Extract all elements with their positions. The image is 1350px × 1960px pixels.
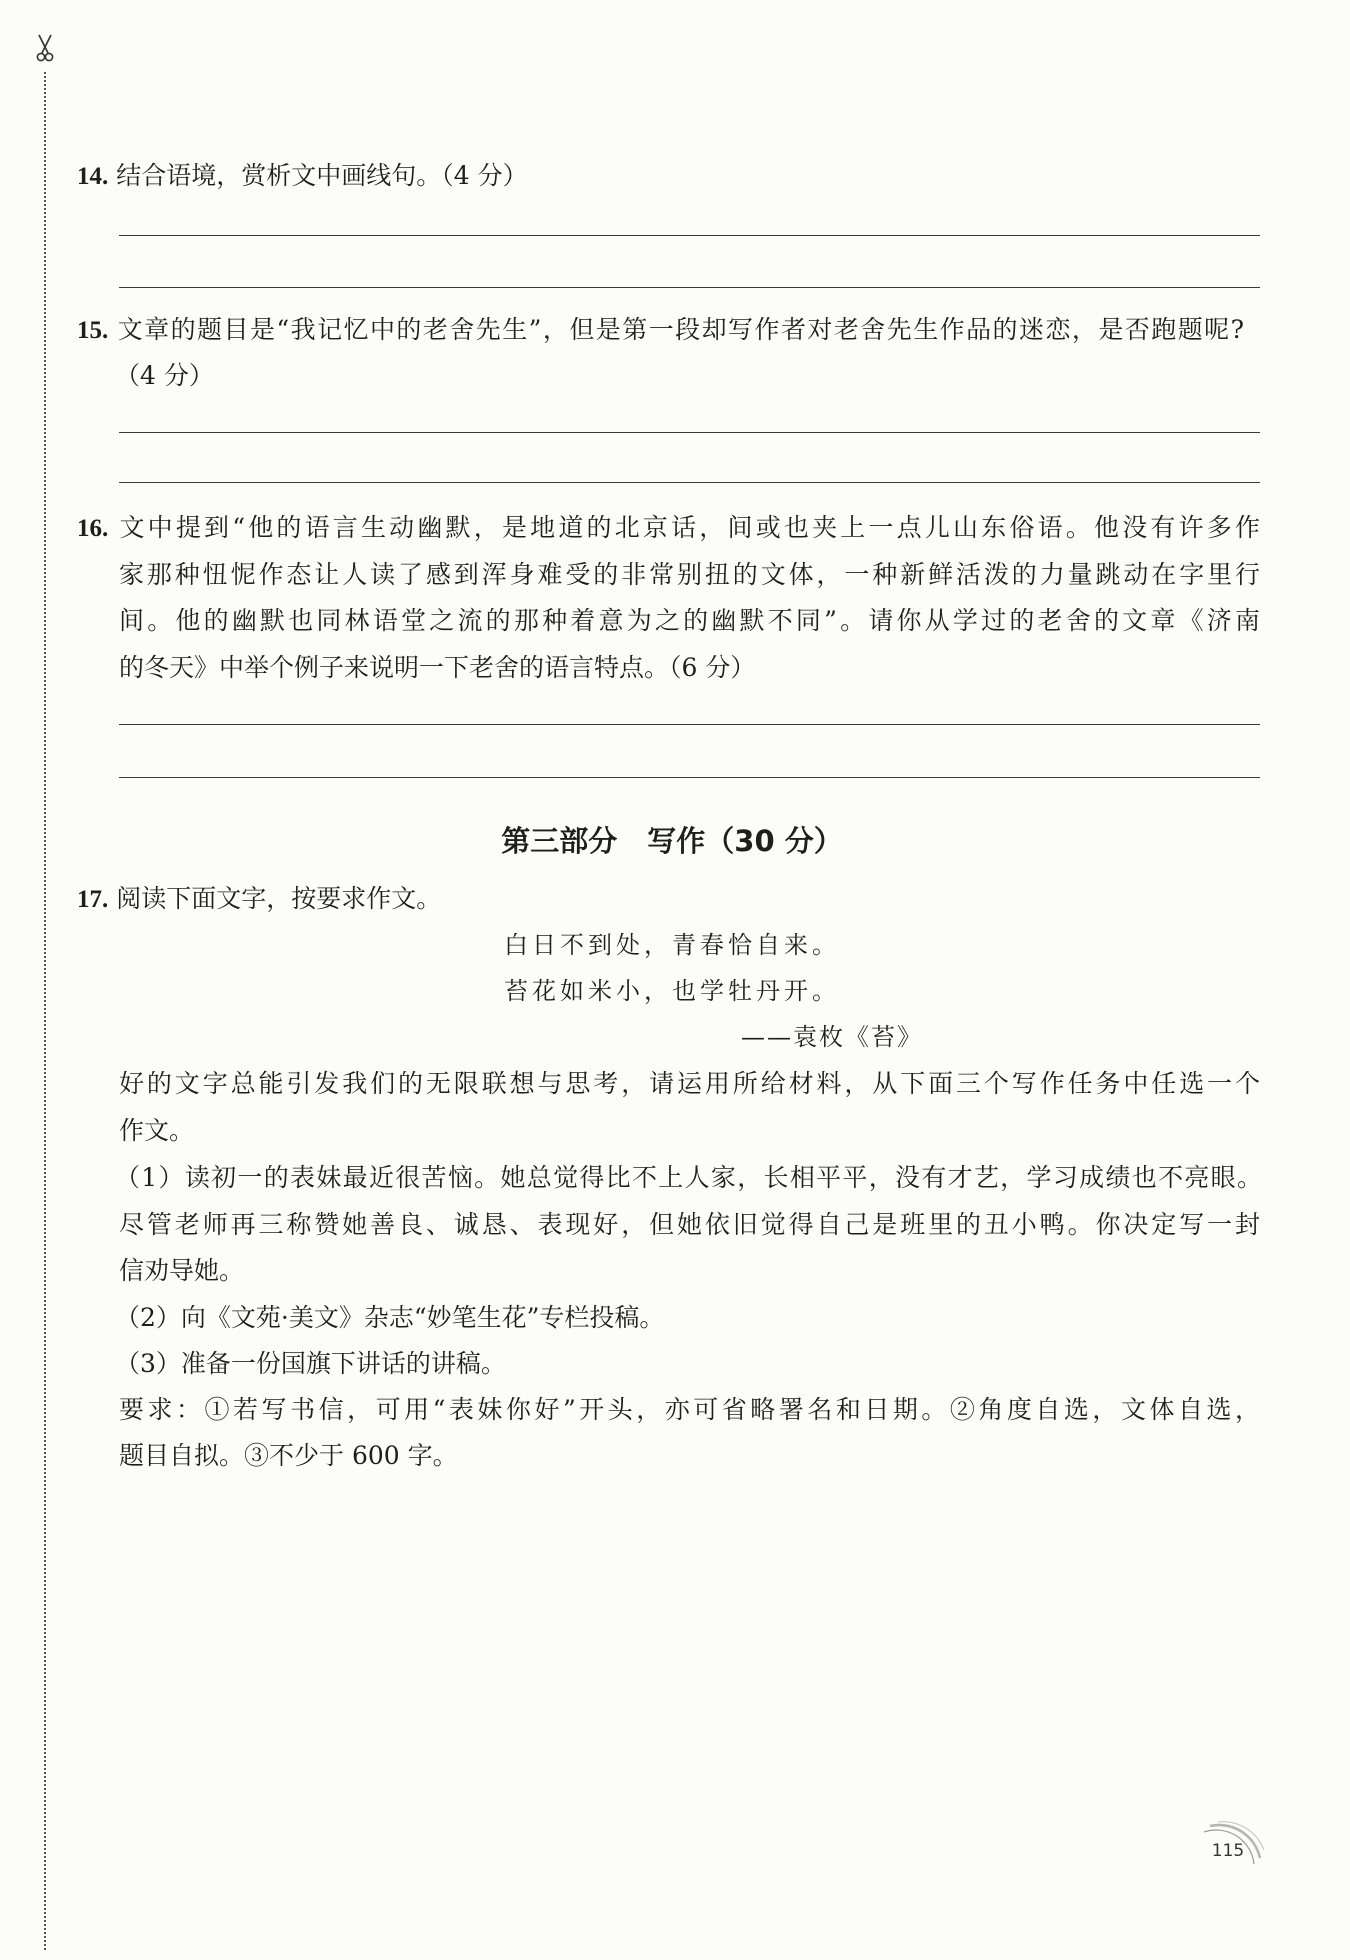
question-text: 文章的题目是“我记忆中的老舍先生”，但是第一段却写作者对老舍先生作品的迷恋，是否跑题呢? — [116, 315, 1244, 344]
question-17 — [77, 881, 441, 917]
task-2-line: （2）向《文苑·美文》杂志“妙笔生花”专栏投稿。 — [115, 1303, 665, 1332]
task-1-line: （1）读初一的表妹最近很苦恼。她总觉得比不上人家，长相平平，没有才艺，学习成绩也不亮眼。 — [115, 1163, 1262, 1192]
section-heading — [372, 821, 972, 861]
answer-line — [119, 777, 1260, 778]
question-number: 17. — [77, 886, 109, 913]
question-number: 14. — [77, 163, 109, 190]
section-part: 第三部分 — [501, 824, 618, 858]
question-text-line: 的冬天》中举个例子来说明一下老舍的语言特点。（6 分） — [119, 653, 756, 682]
answer-line — [119, 482, 1260, 483]
question-text: 阅读下面文字，按要求作文。 — [116, 884, 442, 913]
poem-line: 白日不到处，青春恰自来。 — [504, 931, 840, 959]
question-number: 16. — [77, 515, 109, 542]
requirements-line: 要求：①若写书信，可用“表妹你好”开头，亦可省略署名和日期。②角度自选，文体自选， — [119, 1395, 1260, 1424]
question-16 — [77, 510, 1260, 546]
question-score: （4 分） — [115, 361, 214, 390]
poem-line: 苔花如米小，也学牡丹开。 — [504, 977, 840, 1005]
scissors-icon — [32, 34, 58, 64]
task-1-line: 信劝导她。 — [119, 1256, 245, 1285]
answer-line — [119, 287, 1260, 288]
poem-attribution: ——袁枚《苔》 — [741, 1023, 923, 1051]
cut-line — [44, 72, 46, 1950]
question-14 — [77, 158, 528, 194]
answer-line — [119, 235, 1260, 236]
task-1-line: 尽管老师再三称赞她善良、诚恳、表现好，但她依旧觉得自己是班里的丑小鸭。你决定写一封 — [119, 1210, 1260, 1239]
question-text: 结合语境，赏析文中画线句。（4 分） — [116, 161, 528, 190]
task-3-line: （3）准备一份国旗下讲话的讲稿。 — [115, 1349, 506, 1378]
essay-intro-line: 好的文字总能引发我们的无限联想与思考，请运用所给材料，从下面三个写作任务中任选一个 — [119, 1069, 1260, 1098]
question-number: 15. — [77, 317, 109, 344]
question-text: 文中提到“他的语言生动幽默，是地道的北京话，间或也夹上一点儿山东俗语。他没有许多作 — [116, 513, 1260, 542]
question-text-line: 间。他的幽默也同林语堂之流的那种着意为之的幽默不同”。请你从学过的老舍的文章《济南 — [119, 606, 1260, 635]
question-15 — [77, 312, 1244, 348]
section-title: 写作（30 分） — [647, 824, 843, 858]
answer-line — [119, 432, 1260, 433]
requirements-line: 题目自拟。③不少于 600 字。 — [119, 1441, 458, 1470]
answer-line — [119, 724, 1260, 725]
page-number: 115 — [1211, 1841, 1245, 1861]
question-text-line: 家那种忸怩作态让人读了感到浑身难受的非常别扭的文体，一种新鲜活泼的力量跳动在字里行 — [119, 560, 1260, 589]
essay-intro-line: 作文。 — [119, 1116, 195, 1145]
